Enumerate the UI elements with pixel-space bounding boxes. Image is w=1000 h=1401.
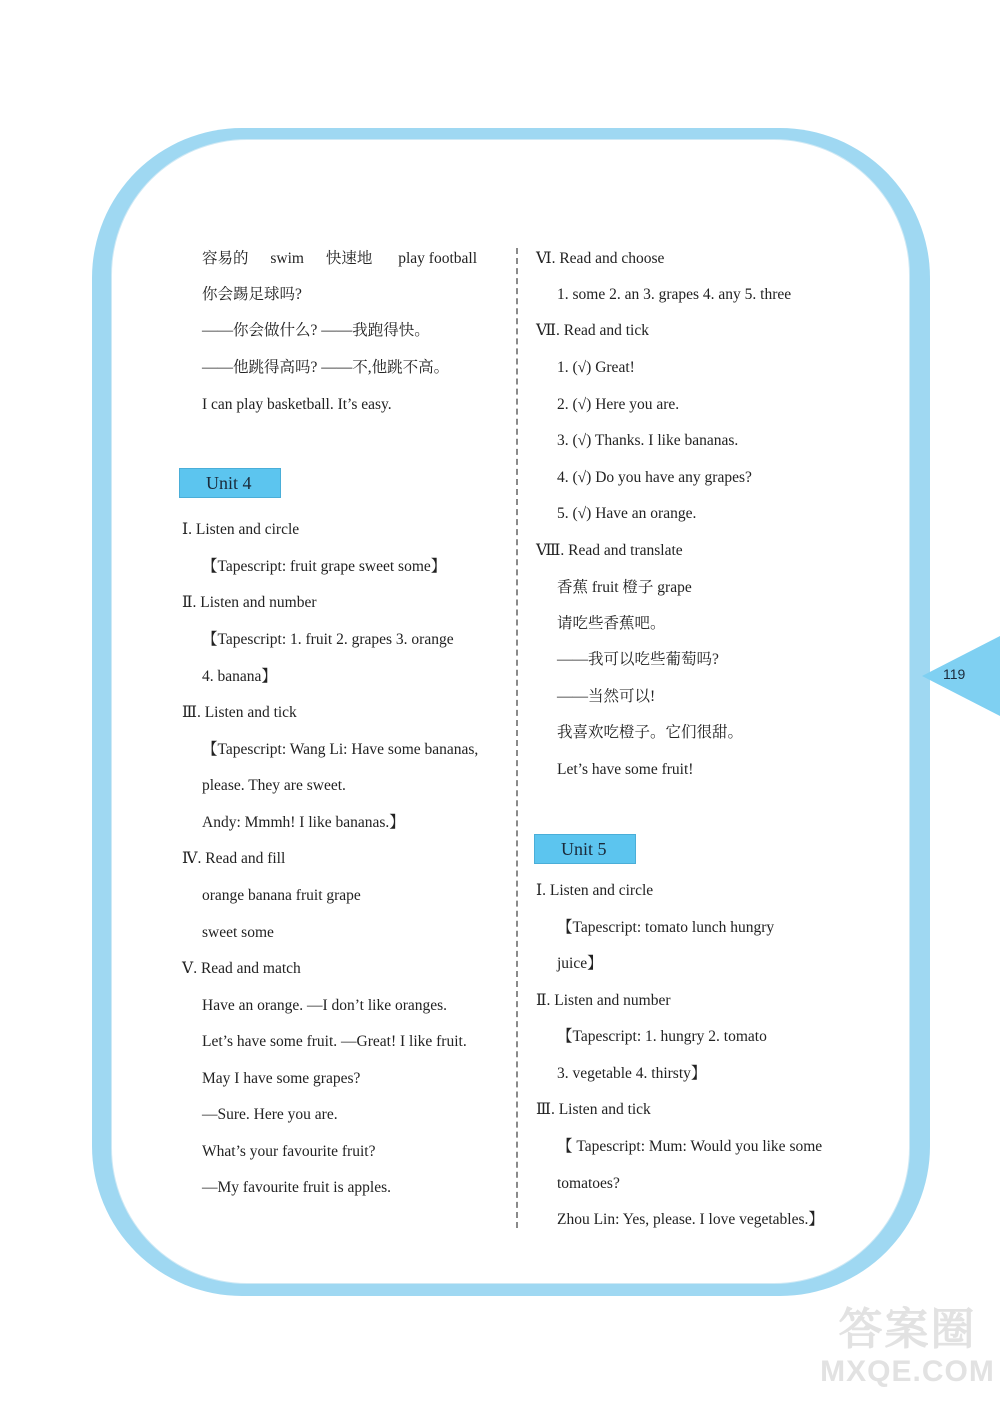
answer-line: 你会踢足球吗?: [202, 286, 302, 303]
answer-line: —My favourite fruit is apples.: [202, 1179, 391, 1196]
answer-line: tomatoes?: [557, 1175, 620, 1192]
watermark-logo: [820, 1305, 995, 1395]
answer-line: ——你会做什么? ——我跑得快。: [202, 322, 430, 339]
section-heading: Ⅲ. Listen and tick: [182, 704, 297, 721]
answer-line: Zhou Lin: Yes, please. I love vegetables.】: [557, 1211, 824, 1228]
section-heading: Ⅲ. Listen and tick: [536, 1101, 651, 1118]
answer-line: Let’s have some fruit!: [557, 761, 694, 778]
vocab-word: play football: [398, 250, 478, 267]
section-heading: Ⅳ. Read and fill: [182, 850, 286, 867]
section-heading: Ⅱ. Listen and number: [536, 992, 671, 1009]
answer-line: 5. (√) Have an orange.: [557, 505, 697, 522]
watermark-text: 答案圈: [838, 1305, 977, 1354]
answer-line: 1. (√) Great!: [557, 359, 635, 376]
page-number: 119: [943, 666, 966, 682]
section-heading: Ⅱ. Listen and number: [182, 594, 317, 611]
vocab-word: 快速地: [325, 250, 373, 267]
answer-line: 【 Tapescript: Mum: Would you like some: [557, 1138, 823, 1155]
answer-line: please. They are sweet.: [202, 777, 346, 794]
answer-line: May I have some grapes?: [202, 1070, 361, 1087]
answer-line: 2. (√) Here you are.: [557, 396, 680, 413]
answer-line: 【Tapescript: tomato lunch hungry: [557, 919, 775, 936]
answer-line: Have an orange. —I don’t like oranges.: [202, 997, 448, 1014]
answer-line: —Sure. Here you are.: [202, 1106, 338, 1123]
answer-line: Andy: Mmmh! I like bananas.】: [202, 814, 405, 831]
answer-line: sweet some: [202, 924, 274, 941]
answer-line: 【Tapescript: Wang Li: Have some bananas,: [202, 741, 479, 758]
answer-line: 【Tapescript: 1. fruit 2. grapes 3. orange: [202, 631, 454, 648]
answer-line: 4. (√) Do you have any grapes?: [557, 469, 752, 486]
answer-line: 【Tapescript: 1. hungry 2. tomato: [557, 1028, 767, 1045]
answer-line: What’s your favourite fruit?: [202, 1143, 376, 1160]
section-heading: Ⅷ. Read and translate: [536, 542, 683, 559]
vocab-word: swim: [270, 250, 304, 267]
answer-line: ——我可以吃些葡萄吗?: [557, 651, 719, 668]
answer-line: 3. (√) Thanks. I like bananas.: [557, 432, 739, 449]
answer-line: 3. vegetable 4. thirsty】: [557, 1065, 707, 1082]
answer-line: Let’s have some fruit. —Great! I like fruit.: [202, 1033, 467, 1050]
answer-line: 4. banana】: [202, 668, 277, 685]
unit-5-heading: Unit 5: [534, 834, 636, 864]
answer-line: ——当然可以!: [557, 688, 656, 705]
watermark-url: MXQE.COM: [820, 1355, 995, 1388]
section-heading: Ⅰ. Listen and circle: [182, 521, 300, 538]
column-divider: [516, 248, 518, 1228]
vocab-word: 容易的: [202, 250, 249, 267]
section-heading: Ⅵ. Read and choose: [536, 250, 665, 267]
answer-line: juice】: [557, 955, 603, 972]
unit-4-heading: Unit 4: [179, 468, 281, 498]
answer-line: 【Tapescript: fruit grape sweet some】: [202, 558, 447, 575]
answer-line: 香蕉 fruit 橙子 grape: [557, 579, 692, 596]
answer-line: 1. some 2. an 3. grapes 4. any 5. three: [557, 286, 792, 303]
answer-line: I can play basketball. It’s easy.: [202, 396, 392, 413]
section-heading: Ⅴ. Read and match: [182, 960, 301, 977]
answer-line: 我喜欢吃橙子。它们很甜。: [557, 724, 744, 741]
answer-line: ——他跳得高吗? ——不,他跳不高。: [202, 359, 450, 376]
answer-line: 请吃些香蕉吧。: [557, 615, 666, 632]
vocab-line: [202, 249, 477, 269]
section-heading: Ⅶ. Read and tick: [536, 322, 649, 339]
section-heading: Ⅰ. Listen and circle: [536, 882, 654, 899]
answer-line: orange banana fruit grape: [202, 887, 361, 904]
